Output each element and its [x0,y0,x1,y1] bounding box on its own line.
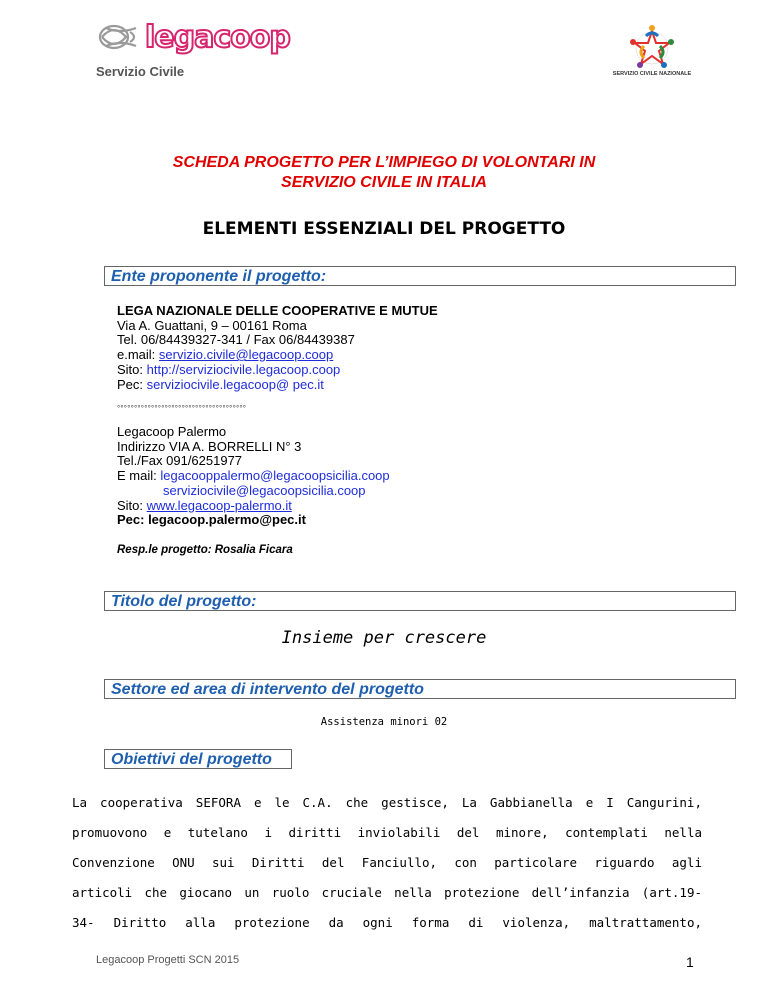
main-title-line2: SERVIZIO CIVILE IN ITALIA [281,174,487,191]
ente-heading: Ente proponente il progetto: [111,268,327,285]
local-site-line [117,499,390,514]
org-site-label: Sito: [117,361,147,377]
org-pec-link[interactable]: serviziocivile.legacoop@ pec.it [146,376,324,392]
org-site-link[interactable]: http://serviziocivile.legacoop.coop [146,361,341,377]
main-title-line1: SCHEDA PROGETTO PER L’IMPIEGO DI VOLONTARI IN [172,154,596,171]
obiettivi-line-1: La cooperativa SEFORA e le C.A. che gestisce, La Gabbianella e I Cangurini, [72,795,702,810]
local-site-link[interactable]: www.legacoop-palermo.it [146,497,292,513]
org-email-label: e.mail: [117,347,159,363]
local-email-label: E mail: [117,468,161,484]
local-site-label: Sito: [117,497,147,513]
settore-heading: Settore ed area di intervento del progetto [111,681,424,698]
obiettivi-heading-box [104,749,292,769]
org-name: LEGA NAZIONALE DELLE COOPERATIVE E MUTUE [117,303,438,318]
header-subtitle: Servizio Civile [96,64,185,79]
org-email-line [117,348,438,363]
ente-heading-box [104,266,736,286]
local-email-line-2 [117,484,390,499]
local-email-link-2[interactable]: serviziocivile@legacoopsicilia.coop [163,482,366,498]
main-title [0,153,768,193]
settore-value: Assistenza minori 02 [320,716,448,728]
obiettivi-heading: Obiettivi del progetto [111,751,272,768]
degree-divider: °°°°°°°°°°°°°°°°°°°°°°°°°°°°°°°°°°°°°° [117,404,247,413]
ente-info [117,304,438,392]
local-address: Indirizzo VIA A. BORRELLI N° 3 [117,438,302,454]
org-email-link[interactable]: servizio.civile@legacoop.coop [158,347,334,363]
org-pec-line [117,378,438,393]
titolo-heading-box [104,591,736,611]
page-number: 1 [686,954,694,970]
section-title: ELEMENTI ESSENZIALI DEL PROGETTO [202,219,566,239]
scn-logo-text: SERVIZIO CIVILE NAZIONALE [612,71,692,77]
org-address: Via A. Guattani, 9 – 00161 Roma [117,317,307,333]
scn-logo [612,22,692,92]
legacoop-wordmark: legacoop [145,20,290,55]
titolo-heading: Titolo del progetto: [111,593,257,610]
local-name: Legacoop Palermo [117,424,227,439]
settore-heading-box [104,679,736,699]
org-pec-label: Pec: [117,376,147,392]
obiettivi-line-2: promuovono e tutelano i diritti inviolabili del minore, contemplati nella [72,825,702,840]
local-phone: Tel./Fax 091/6251977 [117,453,243,469]
obiettivi-line-4: articoli che giocano un ruolo cruciale nella protezione dell’infanzia (art.19- [72,885,702,900]
titolo-value: Insieme per crescere [281,628,487,648]
org-site-line [117,363,438,378]
local-pec: Pec: legacoop.palermo@pec.it [117,512,306,528]
org-phone: Tel. 06/84439327-341 / Fax 06/84439387 [117,332,355,348]
local-email-link-1[interactable]: legacooppalermo@legacoopsicilia.coop [160,468,390,484]
footer-text: Legacoop Progetti SCN 2015 [96,954,240,966]
obiettivi-line-5: 34- Diritto alla protezione da ogni forma di violenza, maltrattamento, [72,915,702,930]
project-responsible: Resp.le progetto: Rosalia Ficara [117,544,293,556]
local-info [117,425,390,528]
obiettivi-line-3: Convenzione ONU sui Diritti del Fanciullo, con particolare riguardo agli [72,855,702,870]
local-email-line [117,469,390,484]
